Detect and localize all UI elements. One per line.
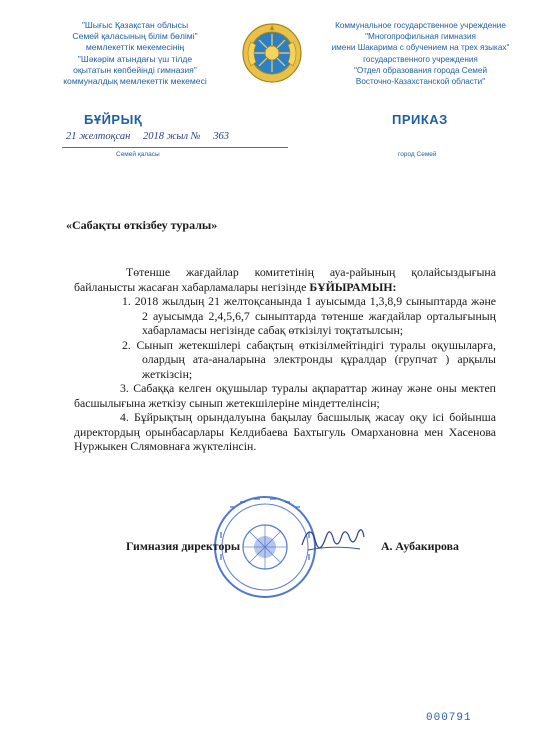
header-kz-line: "Шәкәрім атындағы үш тілде	[77, 53, 193, 64]
state-emblem-icon	[241, 22, 303, 84]
header-kz-line: оқытатын көпбейінді гимназия"	[73, 64, 197, 75]
header-ru-block	[308, 20, 533, 87]
order-number-line	[62, 147, 288, 148]
signature-label: Гимназия директоры	[126, 539, 241, 553]
header-ru-line: имени Шакарима с обучением на трех языках"	[331, 43, 510, 53]
order-item-4: 4. Бұйрықтың орындалуына бақылау басшылық жасау оқу ісі бойынша директордың орынбасарлары Келдибаева Бахтыгуль Омархановна мен Хасенова Нуржыкен Слямовнаға жүктелінсін.	[74, 410, 496, 453]
handwritten-signature-icon	[298, 515, 368, 560]
handwritten-order-date	[66, 131, 239, 142]
header-kz-block	[40, 20, 230, 87]
order-title-kz: БҰЙРЫҚ	[84, 112, 143, 127]
order-item-2: 2. Сынып жетекшілері сабақтың өткізілмейтіндігі туралы оқушыларға, олардың ата-аналарына электронды құралдар (групчат ) арқылы жеткізсін;	[122, 337, 496, 381]
header-kz-line: коммуналдық мемлекеттік мекемесі	[63, 76, 207, 87]
order-title-ru: ПРИКАЗ	[392, 112, 448, 127]
header-kz-line: мемлекеттік мекемесінің	[85, 42, 185, 53]
document-title: «Сабақты өткізбеу туралы»	[66, 218, 218, 232]
header-ru-line: Восточно-Казахстанской области"	[355, 77, 486, 87]
intro-order-word: БҰЙЫРАМЫН:	[309, 279, 397, 294]
intro-text: Төтенше жағдайлар комитетінің ауа-райының қолайсыздығына байланысты жасаған хабарламалары негізінде	[74, 265, 496, 294]
header-kz-line: Семей қаласының білім бөлімі"	[72, 31, 198, 42]
handwritten-number: 363	[213, 131, 229, 142]
intro-paragraph	[74, 265, 496, 294]
city-kz: Семей қаласы	[116, 151, 160, 158]
city-ru: город Семей	[398, 151, 437, 158]
header-ru-line: государственного учреждения	[363, 54, 478, 64]
header-ru-line: Коммунальное государственное учреждение	[335, 21, 506, 30]
handwritten-date: 21 желтоқсан	[66, 131, 131, 142]
header-kz-line: "Шығыс Қазақстан облысы	[81, 20, 189, 30]
order-item-3: 3. Сабаққа келген оқушылар туралы ақпараттар жинау және оны мектеп басшылығына жеткізу сынып жетекшілеріне міндеттелінсін;	[74, 381, 496, 410]
serial-number: 000791	[426, 712, 472, 724]
signature-name: А. Аубакирова	[381, 539, 459, 553]
order-item-1: 1. 2018 жылдың 21 желтоқсанында 1 ауысымда 1,3,8,9 сыныптарда және 2 ауысымда 2,4,5,6,7 сыныптарда төтенше жағдайлар орталығының хабарламасы негізінде сабақ өткізілуі тоқтатылсын;	[122, 294, 496, 337]
document-body	[74, 265, 496, 454]
header-ru-line: "Многопрофильная гимназия	[365, 32, 476, 42]
handwritten-year: 2018 жыл №	[142, 131, 201, 142]
header-ru-line: "Отдел образования города Семей	[353, 65, 488, 75]
